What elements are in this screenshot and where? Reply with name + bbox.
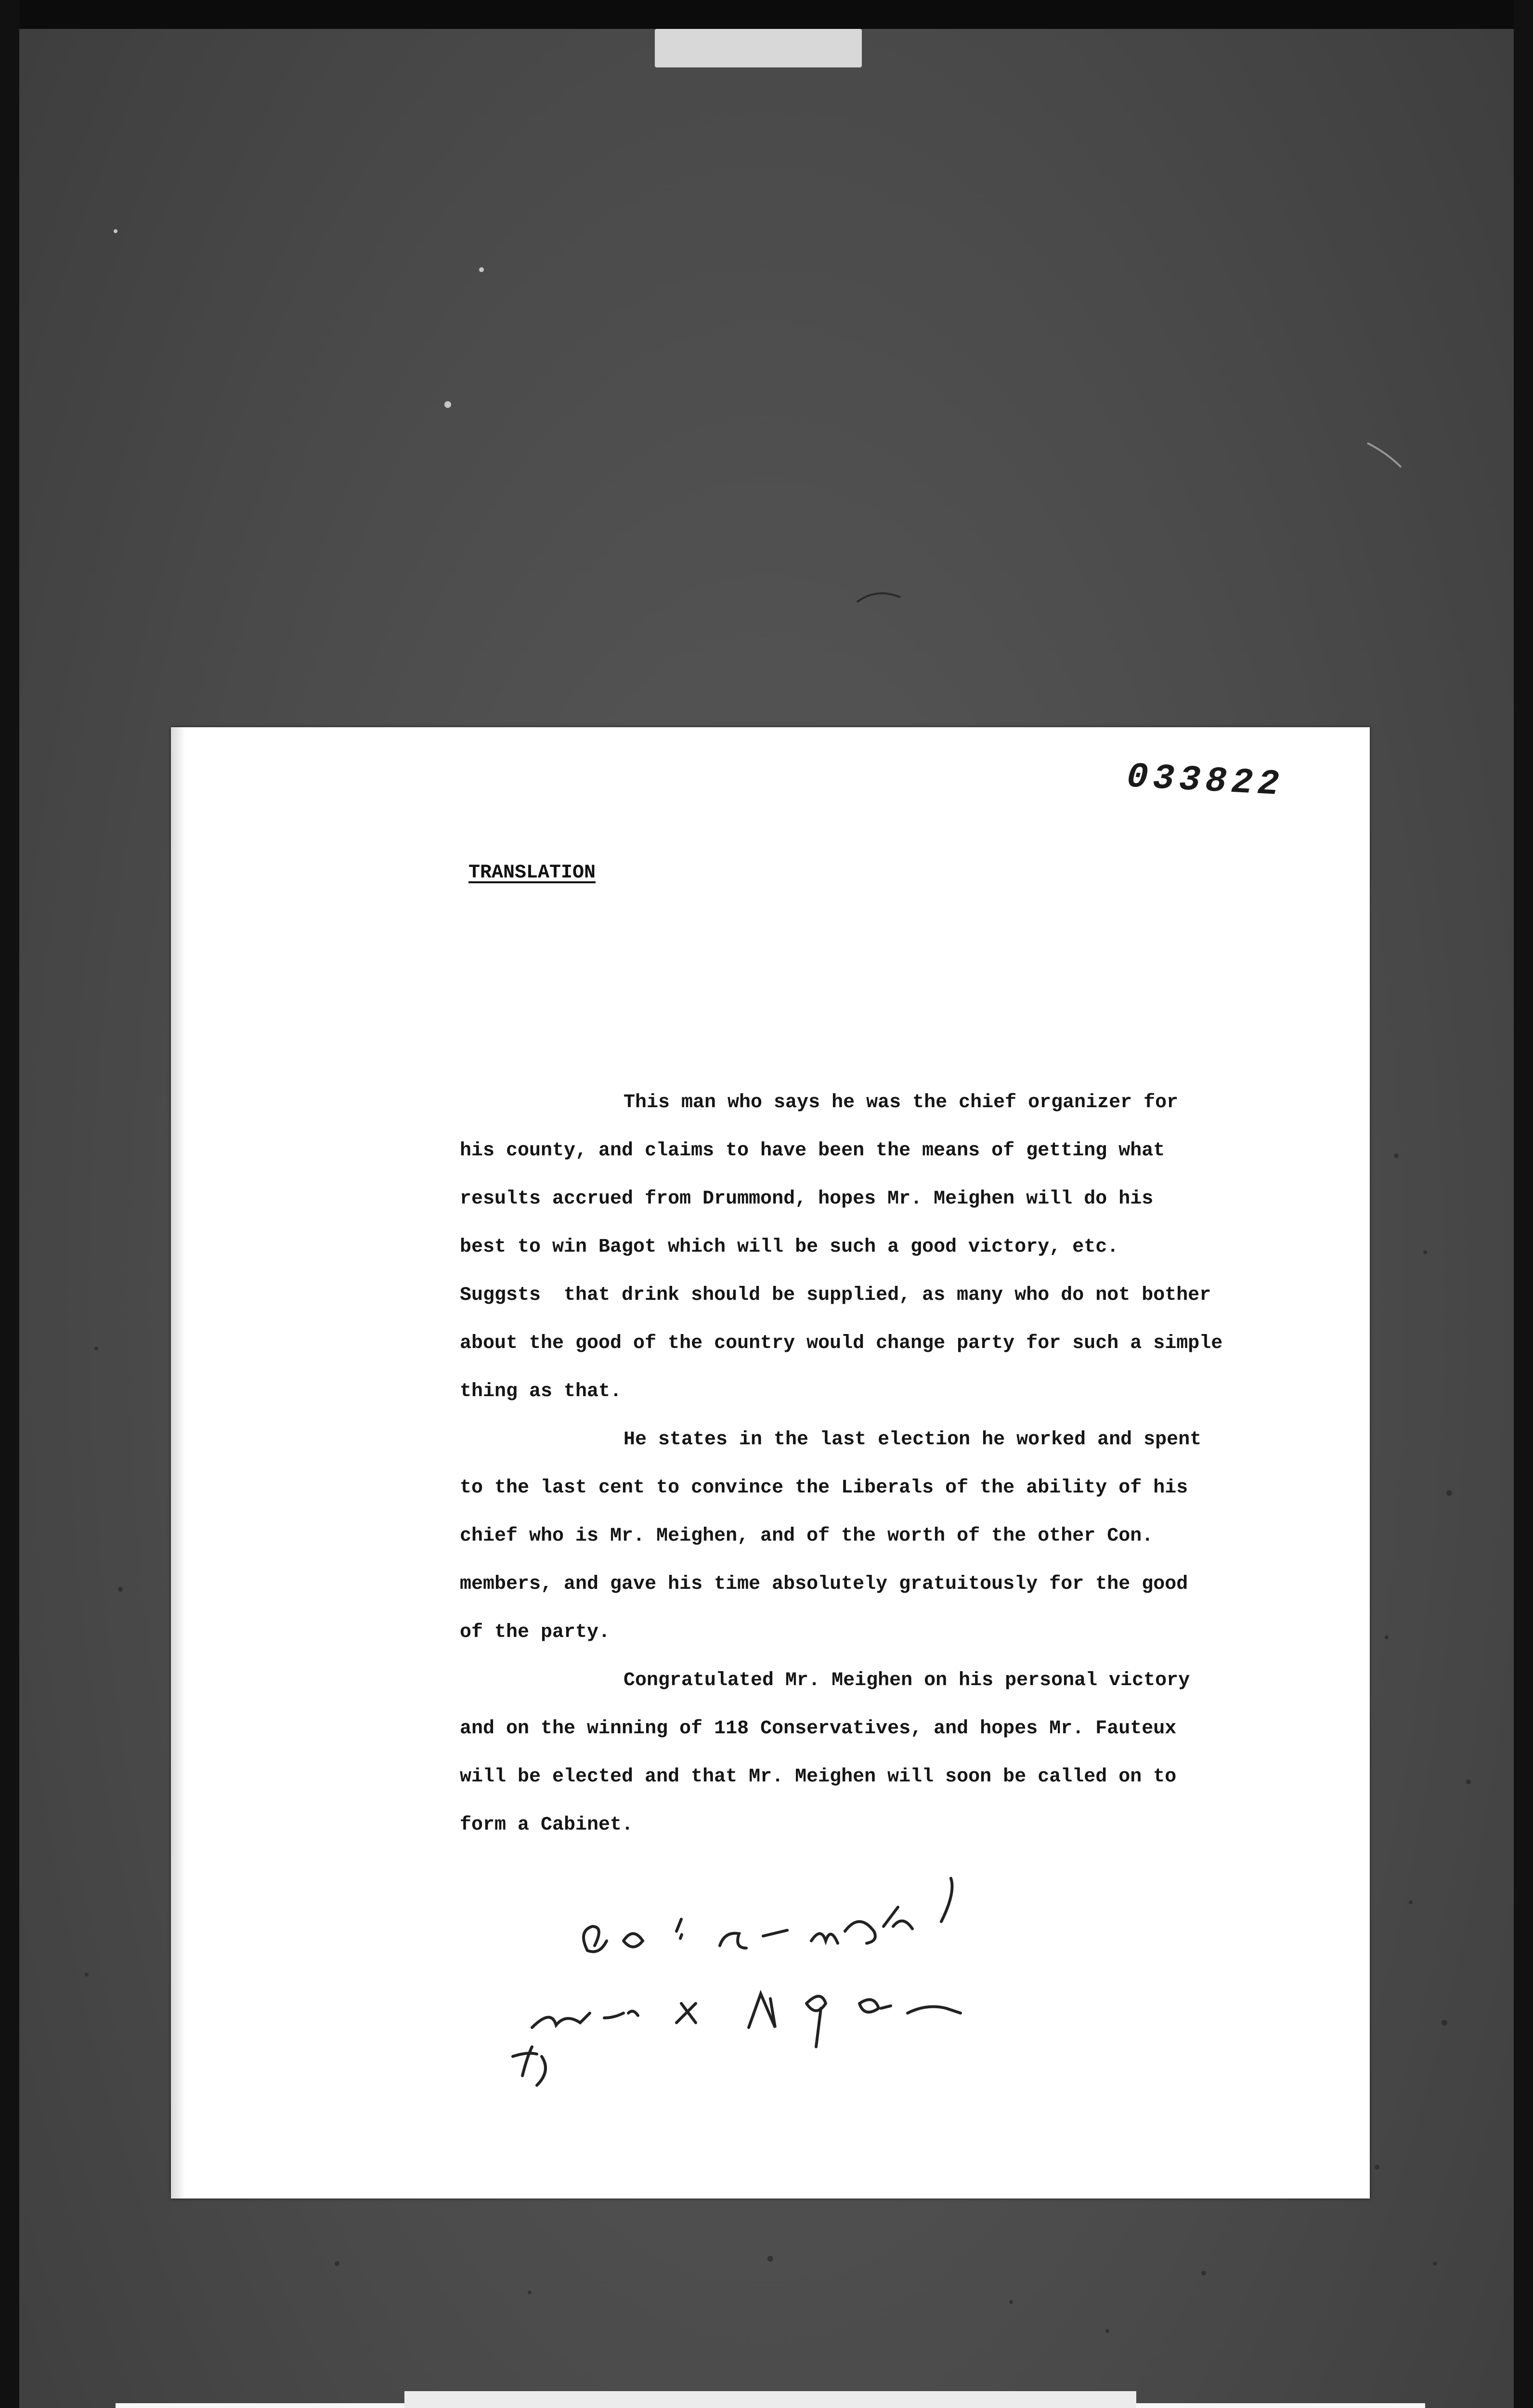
text-line: results accrued from Drummond, hopes Mr. Meighen will do his (460, 1188, 1154, 1210)
text-line: to the last cent to convince the Liberals of the ability of his (460, 1477, 1188, 1499)
text-line: about the good of the country would change party for such a simple (460, 1333, 1223, 1354)
text-line: members, and gave his time absolutely gratuitously for the good (460, 1573, 1188, 1595)
text-line: his county, and claims to have been the means of getting what (460, 1140, 1165, 1162)
text-line: of the party. (460, 1622, 611, 1643)
text-line: best to win Bagot which will be such a good victory, etc. (460, 1236, 1119, 1258)
document-number: 033822 (1126, 757, 1285, 806)
text-line: This man who says he was the chief organizer for (624, 1092, 1179, 1113)
text-line: thing as that. (460, 1381, 622, 1402)
collection-strip (404, 2391, 1136, 2408)
text-line: Congratulated Mr. Meighen on his personal victory (624, 1670, 1190, 1691)
text-line: will be elected and that Mr. Meighen will soon be called on to (460, 1766, 1177, 1788)
text-line: He states in the last election he worked and spent (624, 1429, 1202, 1451)
text-line: and on the winning of 118 Conservatives, and hopes Mr. Fauteux (460, 1718, 1177, 1740)
document-page (171, 727, 1370, 2199)
text-line: chief who is Mr. Meighen, and of the worth of the other Con. (460, 1525, 1154, 1547)
text-line: Suggsts that drink should be supplied, as many who do not bother (460, 1284, 1211, 1306)
text-line: form a Cabinet. (460, 1814, 634, 1836)
document-heading: TRANSLATION (468, 862, 596, 884)
handwritten-notation (171, 727, 1370, 2199)
